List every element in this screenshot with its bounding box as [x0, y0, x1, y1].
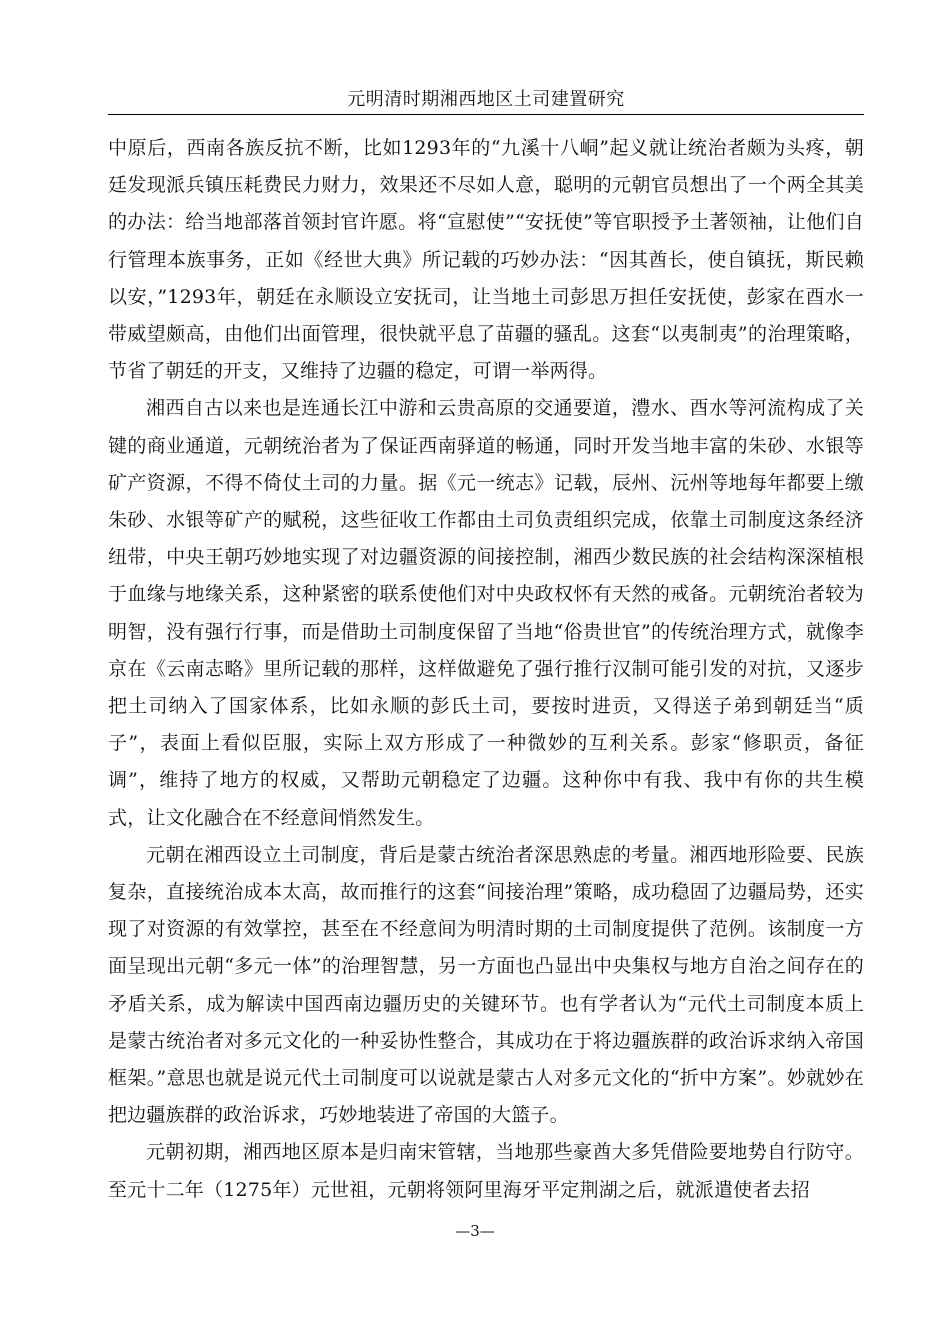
paragraph: 元朝在湘西设立土司制度，背后是蒙古统治者深思熟虑的考量。湘西地形险要、民族复杂，直接统治成本太高，故而推行的这套“间接治理”策略，成功稳固了边疆局势，还实现了对资源的有效掌控，甚至在不经意间为明清时期的土司制度提供了范例。该制度一方面呈现出元朝“多元一体”的治理智慧，另一方面也凸显出中央集权与地方自治之间存在的矛盾关系，成为解读中国西南边疆历史的关键环节。也有学者认为“元代土司制度本质上是蒙古统治者对多元文化的一种妥协性整合，其成功在于将边疆族群的政治诉求纳入帝国框架。”意思也就是说元代土司制度可以说就是蒙古人对多元文化的“折中方案”。妙就妙在把边疆族群的政治诉求，巧妙地装进了帝国的大篮子。	[108, 843, 864, 1127]
body-text	[108, 130, 864, 1209]
paragraph: 中原后，西南各族反抗不断，比如1293年的“九溪十八峒”起义就让统治者颇为头疼，朝廷发现派兵镇压耗费民力财力，效果还不尽如人意，聪明的元朝官员想出了一个两全其美的办法：给当地部落首领封官许愿。将“宣慰使”“安抚使”等官职授予土著领袖，让他们自行管理本族事务，正如《经世大典》所记载的巧妙办法：“因其酋长，使自镇抚，斯民赖以安，”1293年，朝廷在永顺设立安抚司，让当地土司彭思万担任安抚使，彭家在酉水一带威望颇高，由他们出面管理，很快就平息了苗疆的骚乱。这套“以夷制夷”的治理策略，节省了朝廷的开支，又维持了边疆的稳定，可谓一举两得。	[108, 137, 864, 383]
header-divider	[108, 114, 864, 115]
page-number: —3—	[455, 1222, 495, 1240]
paragraph: 元朝初期，湘西地区原本是归南宋管辖，当地那些豪酋大多凭借险要地势自行防守。至元十二年（1275年）元世祖，元朝将领阿里海牙平定荆湖之后，就派遣使者去招	[108, 1141, 864, 1201]
paragraph: 湘西自古以来也是连通长江中游和云贵高原的交通要道，澧水、酉水等河流构成了关键的商业通道，元朝统治者为了保证西南驿道的畅通，同时开发当地丰富的朱砂、水银等矿产资源，不得不倚仗土司的力量。据《元一统志》记载，辰州、沅州等地每年都要上缴朱砂、水银等矿产的赋税，这些征收工作都由土司负责组织完成，依靠土司制度这条经济纽带，中央王朝巧妙地实现了对边疆资源的间接控制，湘西少数民族的社会结构深深植根于血缘与地缘关系，这种紧密的联系使他们对中央政权怀有天然的戒备。元朝统治者较为明智，没有强行行事，而是借助土司制度保留了当地“俗贵世官”的传统治理方式，就像李京在《云南志略》里所记载的那样，这样做避免了强行推行汉制可能引发的对抗，又逐步把土司纳入了国家体系，比如永顺的彭氏土司，要按时进贡，又得送子弟到朝廷当“质子”，表面上看似臣服，实际上双方形成了一种微妙的互利关系。彭家“修职贡，备征调”，维持了地方的权威，又帮助元朝稳定了边疆。这种你中有我、我中有你的共生模式，让文化融合在不经意间悄然发生。	[108, 397, 864, 829]
page-header-title: 元明清时期湘西地区土司建置研究	[347, 89, 625, 110]
